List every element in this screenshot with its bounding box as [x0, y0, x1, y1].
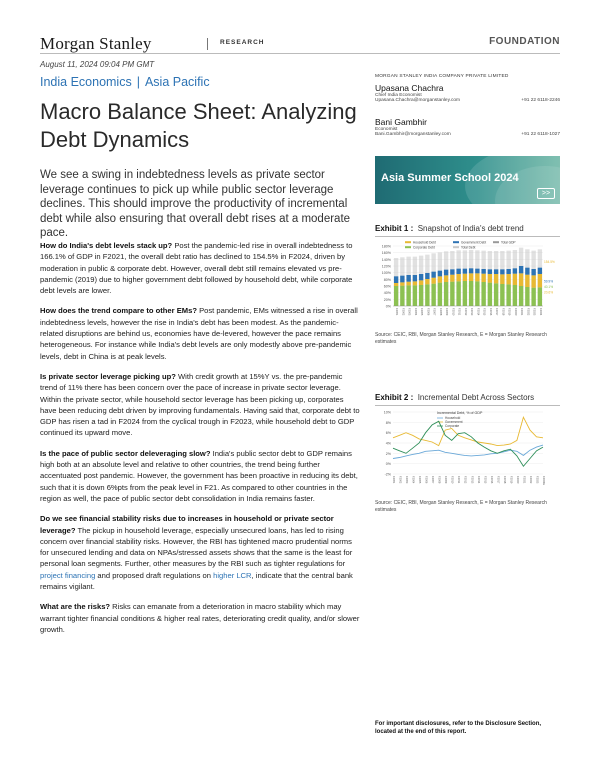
bar-segment: [525, 287, 529, 306]
x-tick-label: F2018: [502, 476, 506, 484]
y-tick-label: 140%: [381, 257, 391, 262]
paragraph-heading: Is the pace of public sector deleveraging slow?: [40, 448, 211, 458]
bar-segment: [413, 285, 417, 306]
x-tick-label: F2020: [515, 476, 519, 484]
bar-segment: [431, 278, 435, 284]
legend-label: Corporate: [445, 424, 460, 429]
bar-segment: [400, 276, 404, 283]
bar-segment: [438, 283, 442, 306]
x-tick-label: F2015: [482, 308, 486, 316]
x-tick-label: F2008: [437, 476, 441, 484]
x-tick-label: F2007: [432, 308, 436, 316]
bar-segment: [525, 275, 529, 287]
bar-segment: [394, 276, 398, 283]
banner-text: Asia Summer School 2024: [381, 172, 519, 184]
bar-segment: [469, 273, 473, 281]
legend-swatch: [405, 246, 411, 248]
bar-segment: [425, 279, 429, 284]
x-tick-label: F2003: [407, 308, 411, 316]
x-tick-label: F2008: [438, 308, 442, 316]
bar-segment: [469, 268, 473, 273]
series-line: [393, 417, 543, 445]
bar-segment: [531, 275, 535, 287]
x-tick-label: F2002: [398, 476, 402, 484]
paragraph: How does the trend compare to other EMs? Post pandemic, EMs witnessed a rise in overall indebtedness levels, however the rise in India's debt has been modest. As the pandemic-related disruptions are behind us, economies have de-levered, however the pace remains heterogeneous. For instance while India's debt levels are only modestly above pre-pandemic levels, debt in China is at peak levels.: [40, 306, 358, 361]
x-tick-label: F2006: [424, 476, 428, 484]
exhibit-rule: [375, 405, 560, 406]
end-value-label: 59.9%: [544, 279, 554, 284]
bar-segment: [488, 274, 492, 283]
x-tick-label: F2012: [463, 476, 467, 484]
x-tick-label: F2021: [520, 308, 524, 316]
bar-segment: [456, 281, 460, 306]
bar-segment: [444, 282, 448, 306]
bar-segment: [488, 269, 492, 274]
bar-segment: [475, 269, 479, 274]
analyst-name: Bani Gambhir: [375, 117, 427, 127]
legend-label: Corporate Debt: [413, 245, 435, 250]
x-tick-label: F2006: [426, 308, 430, 316]
bar-segment: [469, 281, 473, 306]
bar-segment: [394, 286, 398, 306]
x-tick-label: F2005: [420, 308, 424, 316]
bar-segment: [425, 284, 429, 306]
x-tick-label: F2018: [501, 308, 505, 316]
x-tick-label: F2023: [532, 308, 536, 316]
x-tick-label: F2012: [463, 308, 467, 316]
x-tick-label: F2019: [507, 308, 511, 316]
debt-trend-chart: [375, 240, 560, 328]
bar-segment: [419, 280, 423, 285]
x-tick-label: F2004: [411, 476, 415, 484]
bar-segment: [431, 272, 435, 278]
bar-segment: [494, 274, 498, 283]
legend-swatch: [405, 241, 411, 243]
bar-segment: [513, 268, 517, 273]
bar-segment: [500, 269, 504, 274]
bar-segment: [413, 281, 417, 285]
analyst-contact: [375, 98, 560, 103]
asia-summer-school-banner[interactable]: [375, 156, 560, 204]
x-tick-label: F2024: [538, 308, 542, 316]
x-tick-label: F2017: [496, 476, 500, 484]
analyst-block: [375, 117, 560, 137]
paragraph: How do India's debt levels stack up? Post the pandemic-led rise in overall indebtedness to 166.1% of GDP in F2021, the overall debt ratio has declined to 154.5% in F2024, driven by moderation in public & corporate debt. However, overall debt still remains elevated vs pre-pandemic (2019) due to higher government debt followed by household debt, while corporate debt levels are lower.: [40, 241, 353, 296]
x-tick-label: F2002: [401, 308, 405, 316]
paragraph-heading: How do India's debt levels stack up?: [40, 241, 173, 250]
bar-segment: [506, 284, 510, 306]
legend-label: Government Debt: [461, 240, 487, 245]
legend-swatch: [453, 241, 459, 243]
paragraph-heading: What are the risks?: [40, 602, 111, 612]
legend-swatch: [453, 246, 459, 248]
section-india-economics[interactable]: India Economics: [40, 75, 132, 89]
foundation-label: FOUNDATION: [489, 36, 560, 47]
lead-paragraph: We see a swing in indebtedness levels as private sector leverage continues to pick up while public sector leverage declines. This should improve the productivity of incremental debt while also ensuring that overall debt rises at a moderate pace.: [40, 169, 351, 239]
bar-segment: [456, 274, 460, 281]
bar-segment: [444, 275, 448, 282]
bar-segment: [506, 269, 510, 274]
bar-segment: [419, 285, 423, 306]
bar-segment: [494, 269, 498, 274]
series-line: [393, 445, 543, 458]
exhibit2-source: Source: CEIC, RBI, Morgan Stanley Research, E = Morgan Stanley Research estimates: [375, 500, 547, 513]
x-tick-label: F2003: [405, 476, 409, 484]
analyst-role: Chief India Economist: [375, 93, 422, 98]
bar-segment: [394, 283, 398, 286]
paragraph-heading: Do we see financial stability risks due to increases in household or private sector leverage?: [40, 514, 334, 535]
research-label: RESEARCH: [220, 39, 265, 46]
x-tick-label: F2014: [476, 476, 480, 484]
y-tick-label: 0%: [385, 304, 391, 309]
y-tick-label: 6%: [385, 431, 391, 436]
x-tick-label: F2001: [392, 476, 395, 484]
x-tick-label: F2005: [418, 476, 422, 484]
section-asia-pacific[interactable]: Asia Pacific: [144, 75, 210, 89]
x-tick-label: F2004: [413, 308, 417, 316]
bar-segment: [425, 273, 429, 279]
bar-segment: [475, 281, 479, 306]
legend-label: Total GDP: [501, 240, 516, 245]
x-tick-label: F2015: [483, 476, 487, 484]
x-tick-label: F2024E: [542, 476, 545, 486]
logo-divider: [207, 38, 208, 50]
bar-segment: [481, 274, 485, 282]
bar-segment: [525, 268, 529, 275]
bar-segment: [463, 281, 467, 306]
bar-segment: [406, 275, 410, 282]
y-tick-label: 80%: [383, 277, 391, 282]
analyst-phone: +91 22 6118-2246: [521, 98, 560, 103]
x-tick-label: F2016: [488, 308, 492, 316]
y-tick-label: 180%: [381, 244, 391, 249]
bar-segment: [438, 271, 442, 277]
x-tick-label: F2013: [470, 308, 474, 316]
analyst-email[interactable]: Upasana.Chachra@morganstanley.com: [375, 98, 461, 103]
bar-segment: [463, 274, 467, 281]
paragraph-heading: Is private sector leverage picking up?: [40, 371, 176, 381]
bar-segment: [450, 282, 454, 306]
analyst-block: [375, 83, 560, 103]
legend-label: Total Debt: [461, 245, 476, 250]
header-rule: [40, 53, 560, 54]
bar-segment: [450, 269, 454, 274]
analyst-phone: +91 22 6118-1027: [521, 132, 560, 137]
x-tick-label: F2011: [457, 308, 461, 316]
disclosure-note: For important disclosures, refer to the Disclosure Section, located at the end of this report.: [375, 721, 542, 735]
bar-segment: [475, 273, 479, 281]
bar-segment: [400, 282, 404, 285]
end-value-label: 154.5%: [544, 260, 555, 265]
body-text: [40, 240, 360, 644]
bar-segment: [444, 270, 448, 276]
x-tick-label: F2011: [457, 476, 461, 484]
bar-segment: [500, 274, 504, 284]
legend-label: Household Debt: [413, 240, 436, 245]
x-tick-label: F2022: [528, 476, 532, 484]
exhibit2-title: Exhibit 2 : Incremental Debt Across Sectors: [375, 393, 535, 402]
x-tick-label: F2014: [476, 308, 480, 316]
bar-segment: [406, 285, 410, 306]
legend-label: Household: [445, 416, 461, 421]
y-tick-label: 100%: [381, 271, 391, 276]
exhibit1-title: Exhibit 1 : Snapshot of India's debt trend: [375, 224, 524, 233]
bar-segment: [450, 275, 454, 282]
x-tick-label: F2020: [513, 308, 517, 316]
x-tick-label: F2001: [395, 308, 399, 316]
bar-segment: [519, 286, 523, 306]
bar-segment: [488, 283, 492, 306]
analyst-name: Upasana Chachra: [375, 83, 444, 93]
bar-segment: [519, 266, 523, 273]
page-title: Macro Balance Sheet: Analyzing Debt Dynamics: [40, 99, 357, 152]
y-tick-label: 2%: [385, 451, 391, 456]
x-tick-label: F2010: [451, 308, 455, 316]
bar-segment: [500, 284, 504, 306]
section-tag: India Economics | Asia Pacific: [40, 75, 210, 89]
bar-segment: [406, 282, 410, 286]
y-tick-label: -2%: [384, 472, 391, 477]
bar-segment: [538, 287, 542, 306]
bar-segment: [438, 276, 442, 282]
bar-segment: [538, 268, 542, 274]
bar-segment: [400, 286, 404, 306]
bar-segment: [531, 269, 535, 275]
legend-swatch: [493, 241, 499, 243]
company-name: MORGAN STANLEY INDIA COMPANY PRIVATE LIMITED: [375, 74, 509, 79]
y-tick-label: 0%: [385, 462, 391, 467]
exhibit1-source: Source: CEIC, RBI, Morgan Stanley Research, E = Morgan Stanley Research estimates: [375, 332, 547, 345]
x-tick-label: F2009: [444, 476, 448, 484]
bar-segment: [413, 275, 417, 281]
bar-segment: [419, 274, 423, 280]
y-tick-label: 4%: [385, 441, 391, 446]
bar-segment: [538, 274, 542, 287]
analyst-contact: [375, 132, 560, 137]
x-tick-label: F2023: [535, 476, 539, 484]
end-value-label: 20.6%: [544, 290, 554, 295]
x-tick-label: F2009: [445, 308, 449, 316]
end-value-label: 40.1%: [544, 285, 554, 290]
bar-segment: [481, 269, 485, 274]
bar-segment: [513, 274, 517, 285]
chart-inner-title: Incremental Debt, % of GDP: [437, 411, 483, 415]
paragraph: Is the pace of public sector deleveraging slow? India's public sector debt to GDP remains high both at an absolute level and relative to other countries, the trend being further accentuated post pandemic. However, the government has been proactive in reducing its debt, such that it is down 6%pts from the peak level in F21. As compared to other countries in the region as well, the pace of public sector debt consolidation in India remains faster.: [40, 448, 358, 503]
y-tick-label: 40%: [383, 291, 391, 296]
x-tick-label: F2017: [495, 308, 499, 316]
paragraph: What are the risks? Risks can emanate from a deterioration in macro stability which may warrant tighter financial conditions & higher real rates, deteriorating credit quality, and/or slower growth.: [40, 602, 360, 634]
bar-segment: [481, 282, 485, 306]
x-tick-label: F2016: [489, 476, 493, 484]
x-tick-label: F2010: [450, 476, 454, 484]
paragraph-heading: How does the trend compare to other EMs?: [40, 306, 197, 316]
bar-segment: [494, 283, 498, 306]
y-tick-label: 8%: [385, 420, 391, 425]
analyst-email[interactable]: Bani.Gambhir@morganstanley.com: [375, 132, 451, 137]
legend-label: Government: [445, 420, 463, 425]
bar-segment: [431, 284, 435, 306]
bar-segment: [531, 288, 535, 306]
y-tick-label: 60%: [383, 284, 391, 289]
analyst-role: Economist: [375, 127, 398, 132]
y-tick-label: 20%: [383, 297, 391, 302]
paragraph: Is private sector leverage picking up? With credit growth at 15%Y vs. the pre-pandemic trend of 11% there has been concern over the pace of increase in private sector leverage. Within the private sector, while household sector leverage has been picking up, corporates have been reducing debt driven by improving fundamentals. Having said that, corporate debt to GDP has risen a tad in F2024 from the cyclical trough in F2023, while household debt to GDP continued its upward move.: [40, 371, 360, 438]
y-tick-label: 10%: [383, 410, 391, 415]
bar-segment: [456, 269, 460, 274]
y-tick-label: 160%: [381, 251, 391, 256]
x-tick-label: F2019: [509, 476, 513, 484]
exhibit-rule: [375, 236, 560, 237]
publish-date: August 11, 2024 09:04 PM GMT: [40, 60, 155, 69]
paragraph: Do we see financial stability risks due to increases in household or private sector leverage? The pickup in household leverage, especially unsecured loans, has led to rising concern over financial stability risks. However, the RBI has tightened macro prudential norms for unsecured lending and data on NPAs/stressed assets shows that the same is the least for personal loan segments. Further, other measures by the RBI such as tighter regulations for project financing and proposed draft regulations on higher LCR, indicate that the central bank remains vigilant.: [40, 514, 353, 592]
project-financing-link[interactable]: project financing: [40, 570, 96, 580]
x-tick-label: F2021: [522, 476, 526, 484]
bar-segment: [506, 274, 510, 284]
bar-segment: [463, 269, 467, 274]
higher-lcr-link[interactable]: higher LCR: [213, 570, 252, 580]
y-tick-label: 120%: [381, 264, 391, 269]
x-tick-label: F2013: [470, 476, 474, 484]
bar-segment: [513, 285, 517, 306]
x-tick-label: F2022: [526, 308, 530, 316]
brand-logo[interactable]: Morgan Stanley: [40, 34, 152, 53]
incremental-debt-chart: [375, 408, 560, 496]
banner-arrow-button[interactable]: >>: [537, 188, 555, 199]
x-tick-label: F2007: [431, 476, 435, 484]
bar-segment: [519, 273, 523, 286]
